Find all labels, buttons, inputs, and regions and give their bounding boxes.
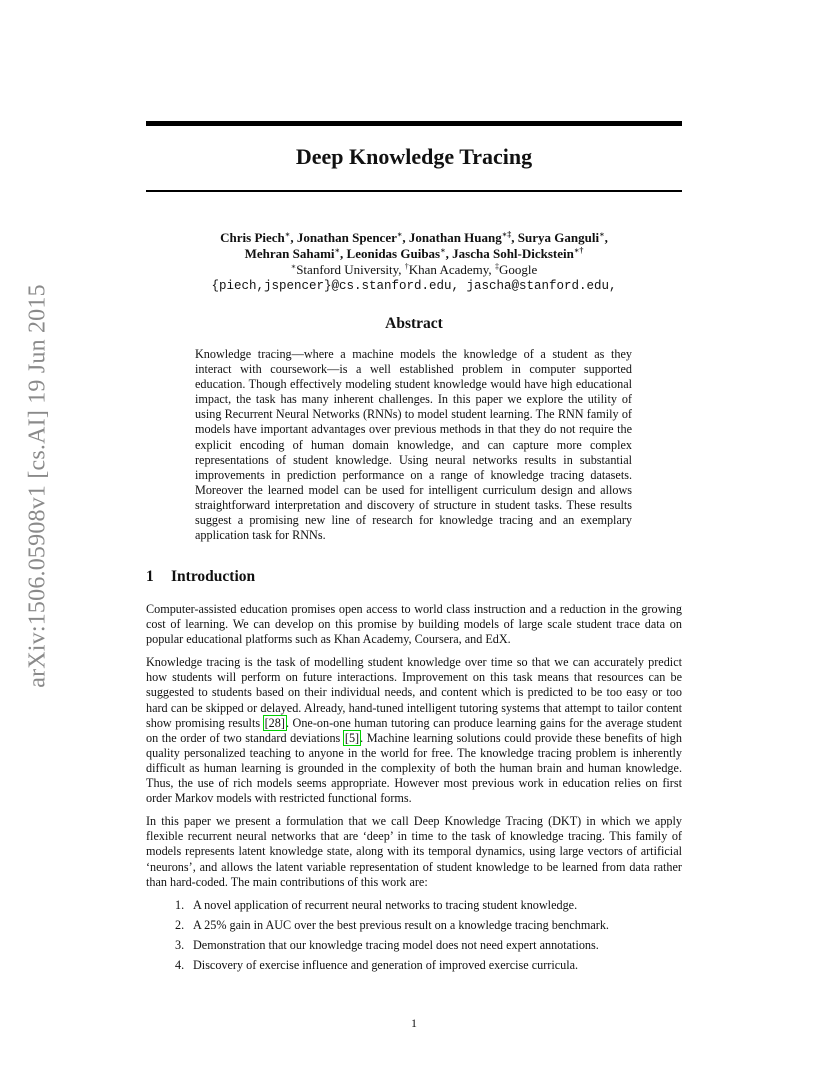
author-block: [146, 230, 682, 294]
list-item: 1. A novel application of recurrent neural networks to tracing student knowledge.: [175, 897, 578, 912]
contributions-list: [146, 898, 682, 973]
citation-link[interactable]: [5]: [344, 730, 360, 745]
arxiv-identifier: arXiv:1506.05908v1 [cs.AI] 19 Jun 2015: [24, 284, 51, 688]
paragraph: In this paper we present a formulation that we call Deep Knowledge Tracing (DKT) in which we apply flexible recurrent neural networks that are ‘deep’ in time to the task of knowledge tracing. This family of models represents latent knowledge state, along with its temporal dynamics, using large vectors of artificial ‘neurons’, and allows the latent variable representation of student knowledge to be learned from data rather than hard-coded. The main contributions of this work are:: [146, 814, 682, 889]
section-number: 1: [146, 568, 154, 585]
author-name: Leonidas Guibas: [346, 246, 441, 261]
paper-title: Deep Knowledge Tracing: [295, 144, 533, 169]
list-item: 2. A 25% gain in AUC over the best previous result on a knowledge tracing benchmark.: [175, 917, 609, 932]
author-names: Chris Piech∗, Jonathan Spencer∗, Jonathan Huang∗‡, Surya Ganguli∗, Mehran Sahami∗, Leonidas Guibas∗, Jascha Sohl-Dickstein∗†: [220, 230, 608, 261]
author-emails: {piech,jspencer}@cs.stanford.edu, jascha@stanford.edu,: [211, 279, 617, 293]
abstract-heading: Abstract: [385, 315, 443, 332]
section-heading: [146, 568, 255, 586]
author-name: Jonathan Huang: [408, 230, 502, 245]
paragraph: Computer-assisted education promises open access to world class instruction and a reduction in the growing cost of learning. We can develop on this promise by building models of large scale student trace data on popular educational platforms such as Khan Academy, Coursera, and EdX.: [146, 602, 682, 647]
title-rule-bottom: [146, 190, 682, 192]
author-name: Chris Piech: [220, 230, 285, 245]
abstract-text: Knowledge tracing—where a machine models the knowledge of a student as they interact with coursework—is a well established problem in computer supported education. Though effectively modeling student knowledge would have high educational impact, the task has many inherent challenges. In this paper we explore the utility of using Recurrent Neural Networks (RNNs) to model student learning. The RNN family of models have important advantages over previous methods in that they do not require the explicit encoding of human domain knowledge, and can capture more complex representations of student knowledge. Using neural networks results in substantial improvements in prediction performance on a range of knowledge tracing datasets. Moreover the learned model can be used for intelligent curriculum design and allows straightforward interpretation and discovery of structure in student tasks. These results suggest a promising new line of research for knowledge tracing and an exemplary application task for RNNs.: [195, 347, 632, 543]
list-item: 4. Discovery of exercise influence and generation of improved exercise curricula.: [175, 957, 579, 972]
section-body: [146, 602, 682, 978]
section-title: Introduction: [171, 568, 256, 585]
page-number: 1: [411, 1016, 417, 1030]
citation-link[interactable]: [28]: [264, 715, 285, 730]
author-name: Mehran Sahami: [244, 246, 335, 261]
author-name: Surya Ganguli: [517, 230, 600, 245]
paragraph: Knowledge tracing is the task of modelling student knowledge over time so that we can accurately predict how students will perform on future interactions. Improvement on this task means that resources can be suggested to students based on their individual needs, and content which is predicted to be too easy or too hard can be skipped or delayed. Already, hand-tuned intelligent tutoring systems that attempt to tailor content show promising results [28]. One-on-one human tutoring can produce learning gains for the average student on the order of two standard deviations [5]. Machine learning solutions could provide these benefits of high quality personalized teaching to anyone in the world for free. The knowledge tracing problem is inherently difficult as human learning is grounded in the complexity of both the human brain and human knowledge. Thus, the use of rich models seems appropriate. However most previous work in education relies on first order Markov models with restricted functional forms.: [146, 655, 682, 806]
author-name: Jonathan Spencer: [296, 230, 397, 245]
title-rule-top: [146, 121, 682, 126]
affiliations: ∗Stanford University, †Khan Academy, ‡Google: [290, 262, 538, 277]
author-name: Jascha Sohl-Dickstein: [452, 246, 574, 261]
list-item: 3. Demonstration that our knowledge tracing model does not need expert annotations.: [175, 937, 599, 952]
